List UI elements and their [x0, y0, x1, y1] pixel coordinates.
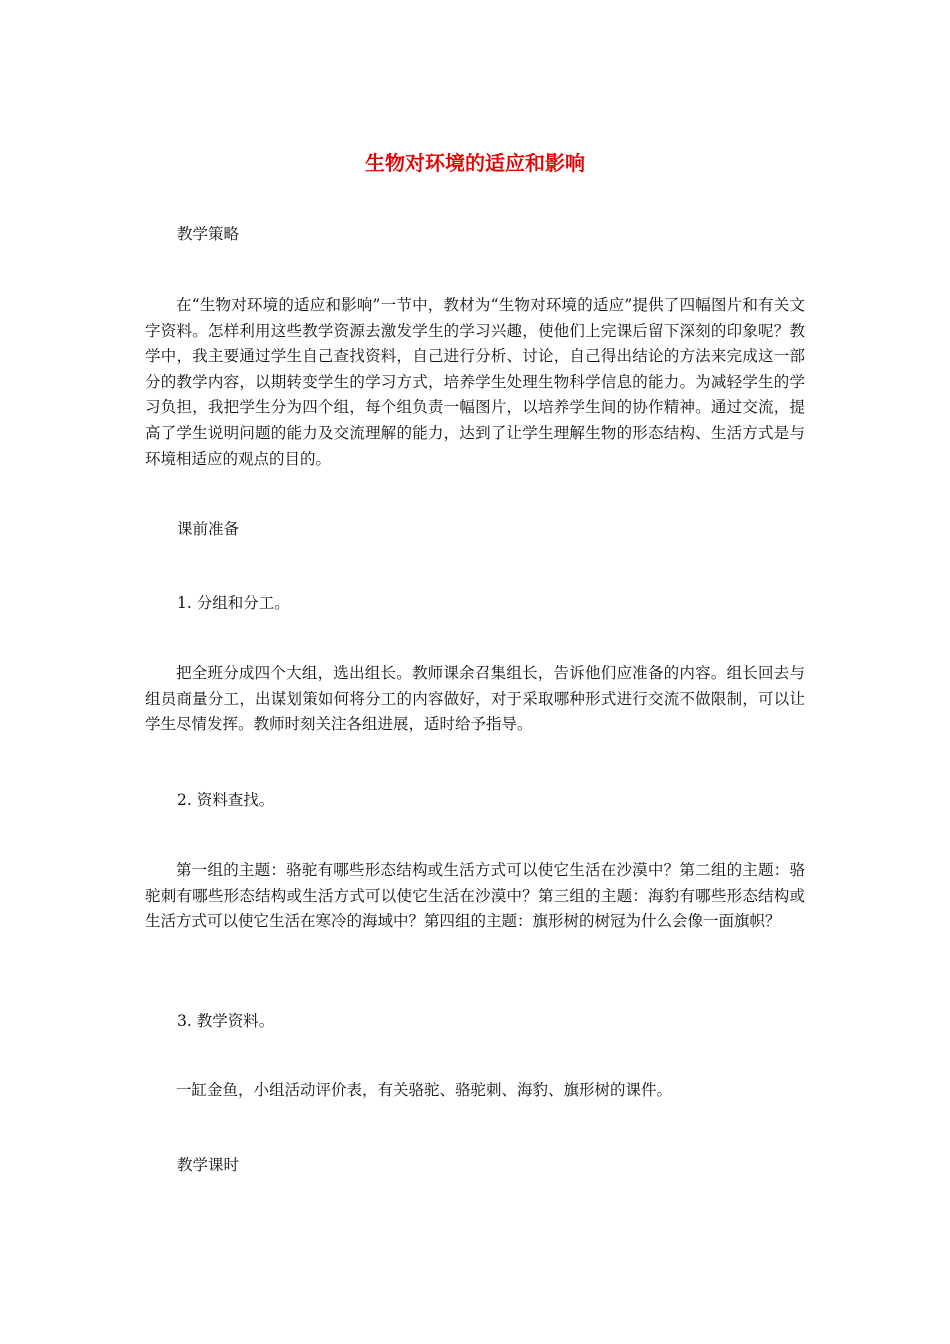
- section-heading-preparation: 课前准备: [177, 520, 240, 538]
- item-heading-grouping: 1. 分组和分工。: [177, 594, 290, 612]
- section-heading-teaching-strategy: 教学策略: [177, 225, 240, 243]
- paragraph-grouping: 把全班分成四个大组，选出组长。教师课余召集组长，告诉他们应准备的内容。组长回去与组员商量分工，出谋划策如何将分工的内容做好，对于采取哪种形式进行交流不做限制，可以让学生尽情发挥。教师时刻关注各组进展，适时给予指导。: [145, 664, 805, 734]
- item-heading-materials: 3. 教学资料。: [177, 1012, 275, 1030]
- paragraph-materials: 一缸金鱼，小组活动评价表，有关骆驼、骆驼刺、海豹、旗形树的课件。: [176, 1081, 673, 1099]
- document-title: 生物对环境的适应和影响: [365, 151, 585, 175]
- item-heading-research: 2. 资料查找。: [177, 791, 275, 809]
- paragraph-teaching-strategy: 在“生物对环境的适应和影响”一节中，教材为“生物对环境的适应”提供了四幅图片和有关文字资料。怎样利用这些教学资源去激发学生的学习兴趣，使他们上完课后留下深刻的印象呢？教学中，我主要通过学生自己查找资料，自己进行分析、讨论，自己得出结论的方法来完成这一部分的教学内容，以期转变学生的学习方式，培养学生处理生物科学信息的能力。为减轻学生的学习负担，我把学生分为四个组，每个组负责一幅图片，以培养学生间的协作精神。通过交流，提高了学生说明问题的能力及交流理解的能力，达到了让学生理解生物的形态结构、生活方式是与环境相适应的观点的目的。: [145, 296, 805, 468]
- section-heading-class-hours: 教学课时: [177, 1156, 240, 1174]
- paragraph-research: 第一组的主题：骆驼有哪些形态结构或生活方式可以使它生活在沙漠中？第二组的主题：骆驼刺有哪些形态结构或生活方式可以使它生活在沙漠中？第三组的主题：海豹有哪些形态结构或生活方式可以使它生活在寒冷的海域中？第四组的主题：旗形树的树冠为什么会像一面旗帜？: [145, 861, 805, 931]
